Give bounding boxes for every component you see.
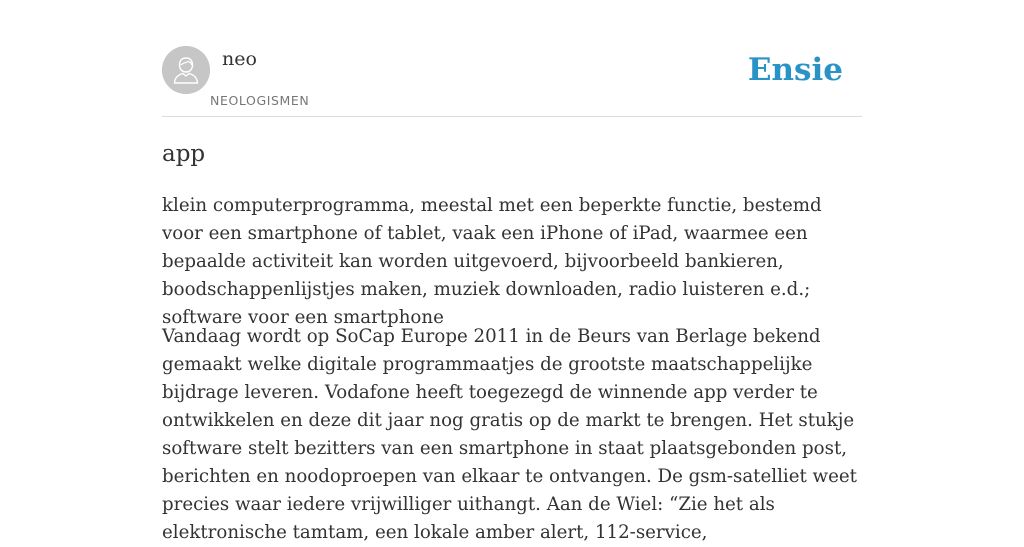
avatar[interactable] bbox=[162, 46, 210, 94]
entry-definition: klein computerprogramma, meestal met een beperkte functie, bestemd voor een smartphone of tablet, vaak een iPhone of iPad, waarmee een bepaalde activiteit kan worden uitgevoerd, bijvoorbeeld bankieren, boodschappenlijstjes maken, muziek downloaden, radio luisteren e.d.; software voor een smartphone bbox=[162, 195, 822, 328]
user-avatar-icon bbox=[162, 46, 210, 94]
header bbox=[162, 46, 862, 117]
category-label[interactable]: NEOLOGISMEN bbox=[210, 93, 310, 108]
entry-term: app bbox=[162, 141, 206, 167]
site-logo[interactable]: Ensie bbox=[747, 52, 843, 88]
entry-quote: Vandaag wordt op SoCap Europe 2011 in de Beurs van Berlage bekend gemaakt welke digitale programmaatjes de grootste maatschappelijke bijdrage leveren. Vodafone heeft toegezegd de winnende app verder te ontwikkelen en deze dit jaar nog gratis op de markt te brengen. Het stukje software stelt bezitters van een smartphone in staat plaatsgebonden post, berichten en noodoproepen van elkaar te ontvangen. De gsm-satelliet weet precies waar iedere vrijwilliger uithangt. Aan de Wiel: “Zie het als elektronische tamtam, een lokale amber alert, 112-service, bbox=[162, 326, 857, 543]
user-name[interactable]: neo bbox=[222, 48, 257, 70]
